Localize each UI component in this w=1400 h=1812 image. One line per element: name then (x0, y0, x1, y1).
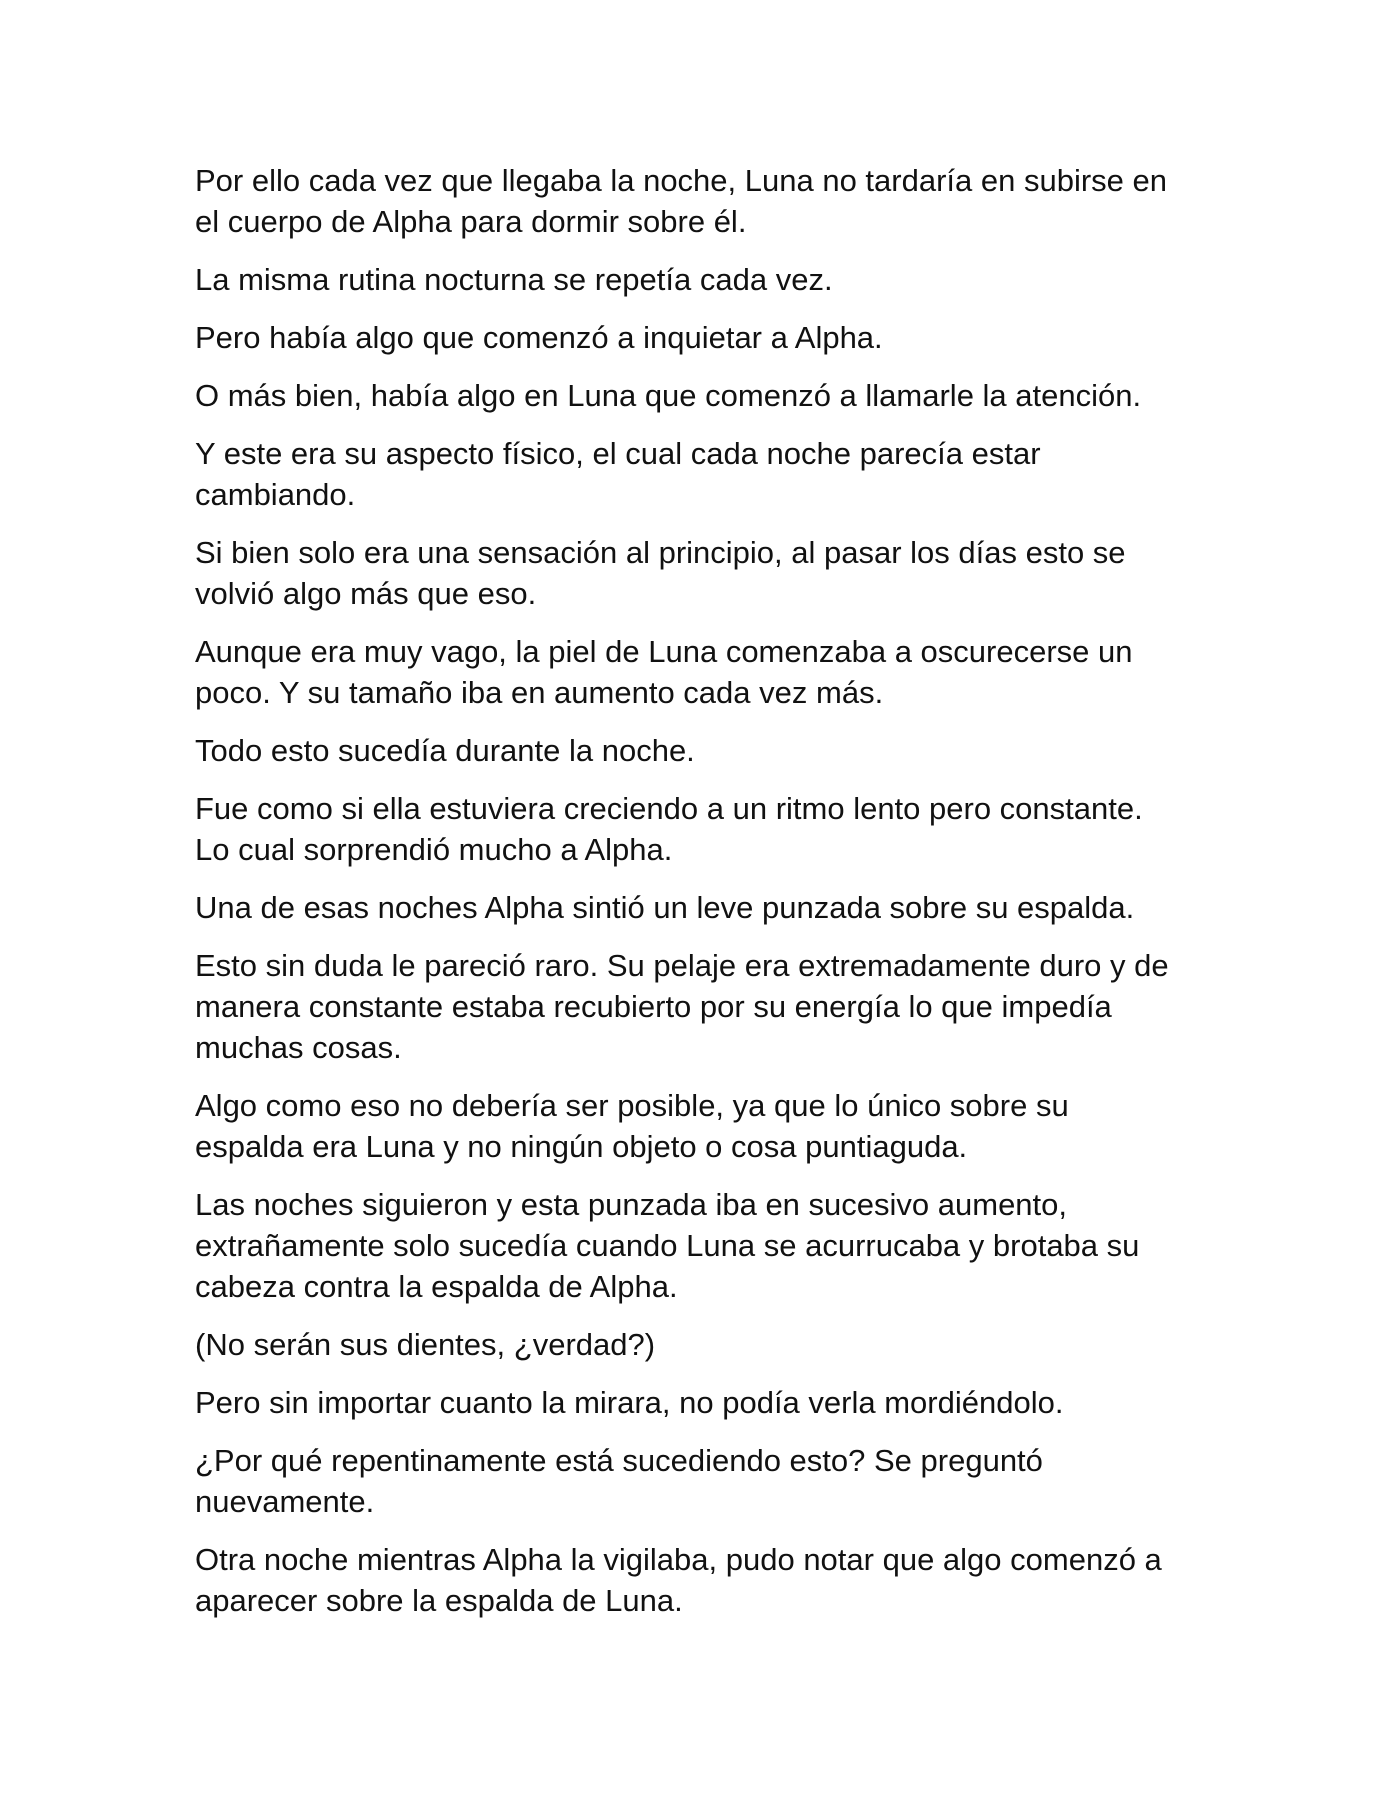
text-line: Y este era su aspecto físico, el cual cada noche parecía estar (195, 436, 1041, 471)
text-line: cambiando. (195, 477, 356, 512)
paragraph (195, 1324, 1235, 1365)
text-line: extrañamente solo sucedía cuando Luna se acurrucaba y brotaba su (195, 1228, 1140, 1263)
text-line: ¿Por qué repentinamente está sucediendo esto? Se preguntó (195, 1443, 1043, 1478)
text-line: Otra noche mientras Alpha la vigilaba, pudo notar que algo comenzó a (195, 1542, 1162, 1577)
text-line: O más bien, había algo en Luna que comenzó a llamarle la atención. (195, 378, 1142, 413)
paragraph (195, 433, 1235, 515)
text-line: aparecer sobre la espalda de Luna. (195, 1583, 683, 1618)
text-line: espalda era Luna y no ningún objeto o cosa puntiaguda. (195, 1129, 968, 1164)
text-line: Por ello cada vez que llegaba la noche, Luna no tardaría en subirse en (195, 163, 1168, 198)
paragraph (195, 160, 1235, 242)
paragraph (195, 1382, 1235, 1423)
paragraph (195, 375, 1235, 416)
paragraph (195, 532, 1235, 614)
text-line: Lo cual sorprendió mucho a Alpha. (195, 832, 673, 867)
text-line: Todo esto sucedía durante la noche. (195, 733, 695, 768)
text-line: Si bien solo era una sensación al principio, al pasar los días esto se (195, 535, 1126, 570)
text-line: Pero sin importar cuanto la mirara, no podía verla mordiéndolo. (195, 1385, 1064, 1420)
text-line: Fue como si ella estuviera creciendo a un ritmo lento pero constante. (195, 791, 1143, 826)
text-line: muchas cosas. (195, 1030, 402, 1065)
document-body (195, 160, 1235, 1638)
text-line: poco. Y su tamaño iba en aumento cada vez más. (195, 675, 884, 710)
paragraph (195, 1440, 1235, 1522)
text-line: volvió algo más que eso. (195, 576, 537, 611)
text-line: Aunque era muy vago, la piel de Luna comenzaba a oscurecerse un (195, 634, 1133, 669)
text-line: manera constante estaba recubierto por su energía lo que impedía (195, 989, 1112, 1024)
paragraph (195, 631, 1235, 713)
paragraph (195, 1184, 1235, 1307)
text-line: La misma rutina nocturna se repetía cada vez. (195, 262, 833, 297)
text-line: el cuerpo de Alpha para dormir sobre él. (195, 204, 747, 239)
paragraph (195, 1085, 1235, 1167)
paragraph (195, 788, 1235, 870)
paragraph (195, 730, 1235, 771)
paragraph (195, 945, 1235, 1068)
text-line: Una de esas noches Alpha sintió un leve punzada sobre su espalda. (195, 890, 1135, 925)
text-line: (No serán sus dientes, ¿verdad?) (195, 1327, 656, 1362)
paragraph (195, 259, 1235, 300)
text-line: Algo como eso no debería ser posible, ya que lo único sobre su (195, 1088, 1069, 1123)
paragraph (195, 317, 1235, 358)
text-line: nuevamente. (195, 1484, 375, 1519)
text-line: Las noches siguieron y esta punzada iba en sucesivo aumento, (195, 1187, 1068, 1222)
text-line: Pero había algo que comenzó a inquietar a Alpha. (195, 320, 883, 355)
paragraph (195, 887, 1235, 928)
paragraph (195, 1539, 1235, 1621)
text-line: Esto sin duda le pareció raro. Su pelaje era extremadamente duro y de (195, 948, 1169, 983)
text-line: cabeza contra la espalda de Alpha. (195, 1269, 678, 1304)
